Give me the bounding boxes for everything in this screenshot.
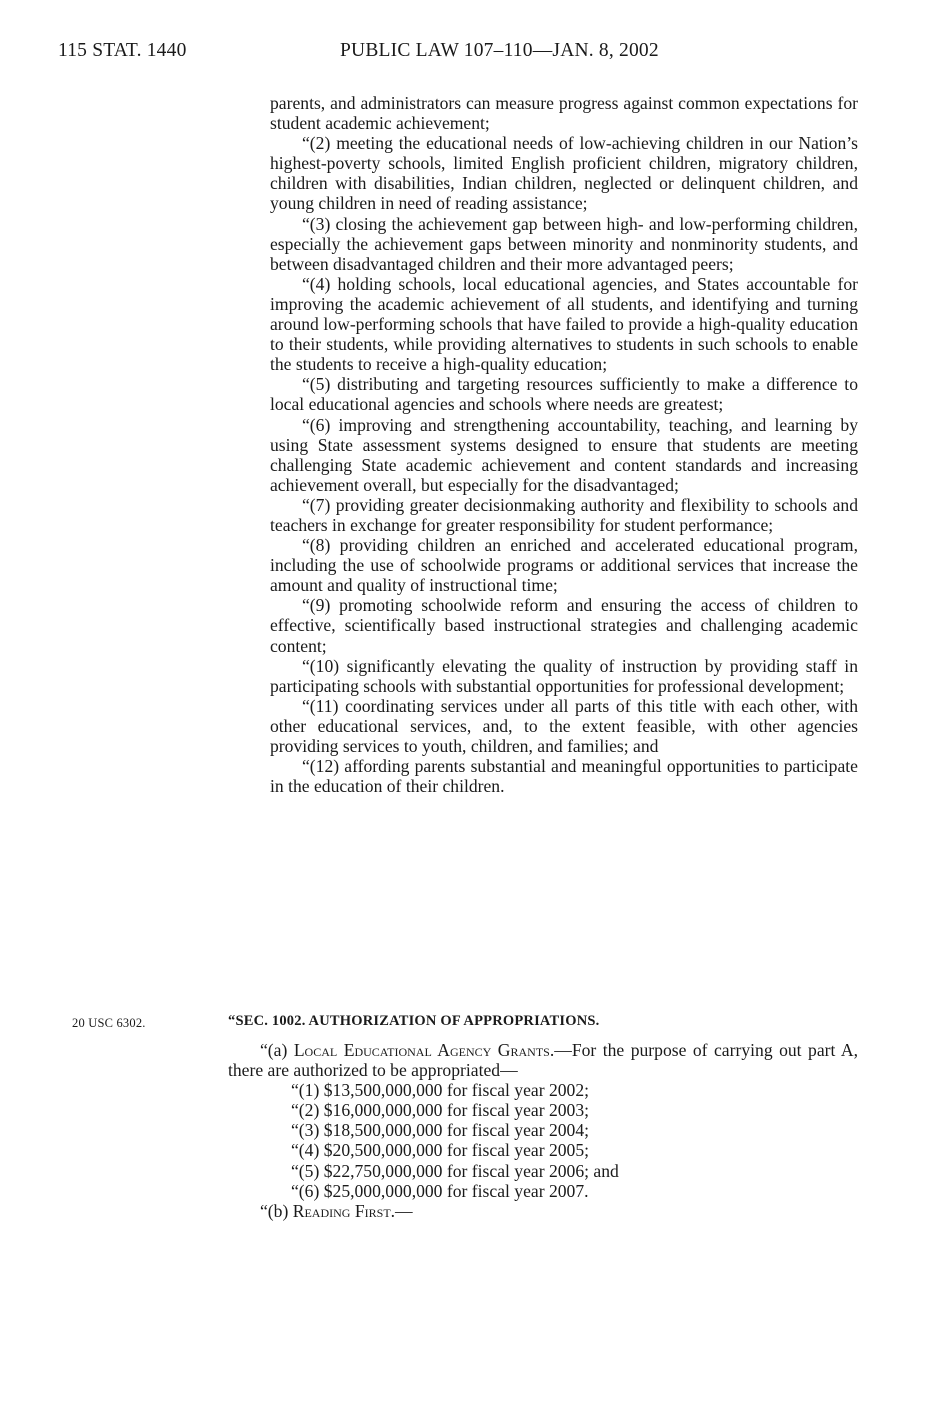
subsection-b-prefix: “(b) xyxy=(260,1200,293,1221)
appropriation-item: “(3) $18,500,000,000 for fiscal year 2004; xyxy=(291,1120,590,1141)
appropriation-item: “(2) $16,000,000,000 for fiscal year 2003; xyxy=(291,1100,590,1121)
paragraph-9: “(9) promoting schoolwide reform and ensuring the access of children to effective, scientifically based instructional strategies and challenging academic content; xyxy=(270,595,858,656)
subsection-b-text: .— xyxy=(390,1200,413,1221)
subsection-b xyxy=(228,1201,858,1221)
purpose-list xyxy=(270,93,858,796)
paragraph-11: “(11) coordinating services under all parts of this title with each other, with other educational services, and, to the extent feasible, with other agencies providing services to youth, children, and families; and xyxy=(270,695,858,756)
section-heading: “SEC. 1002. AUTHORIZATION OF APPROPRIATIONS. xyxy=(228,1013,600,1029)
appropriation-item: “(4) $20,500,000,000 for fiscal year 2005; xyxy=(291,1140,590,1161)
paragraph-8: “(8) providing children an enriched and accelerated educational program, including the use of schoolwide programs or additional services that increase the amount and quality of instructional time; xyxy=(270,535,858,596)
subsection-b-heading: Reading First xyxy=(292,1200,391,1221)
usc-margin-note: 20 USC 6302. xyxy=(72,1016,146,1030)
appropriation-item: “(1) $13,500,000,000 for fiscal year 2002; xyxy=(291,1080,590,1101)
paragraph-3: “(3) closing the achievement gap between high- and low-performing children, especially the achievement gaps between minority and nonminority students, and between disadvantaged children and their more advantaged peers; xyxy=(270,213,858,274)
paragraph-7: “(7) providing greater decisionmaking authority and flexibility to schools and teachers in exchange for greater responsibility for student performance; xyxy=(270,494,858,535)
paragraph-10: “(10) significantly elevating the quality of instruction by providing staff in participating schools with substantial opportunities for professional development; xyxy=(270,655,858,696)
appropriation-item: “(6) $25,000,000,000 for fiscal year 2007. xyxy=(291,1180,589,1201)
appropriations-list xyxy=(228,1080,858,1201)
paragraph-6: “(6) improving and strengthening accountability, teaching, and learning by using State assessment systems designed to ensure that students are meeting challenging State academic achievement and content standards and increasing achievement overall, but especially for the disadvantaged; xyxy=(270,414,858,495)
subsection-a-heading: Local Educational Agency Grants xyxy=(293,1040,550,1060)
stat-citation: 115 STAT. 1440 xyxy=(58,40,187,61)
paragraph-5: “(5) distributing and targeting resources sufficiently to make a difference to local educational agencies and schools where needs are greatest; xyxy=(270,374,858,415)
page-header xyxy=(58,40,888,70)
paragraph-12: “(12) affording parents substantial and meaningful opportunities to participate in the education of their children. xyxy=(270,756,858,797)
paragraph-4: “(4) holding schools, local educational agencies, and States accountable for improving the academic achievement of all students, and identifying and turning around low-performing schools that have failed to provide a high-quality education to their students, while providing alternatives to students in such schools to enable the students to receive a high-quality education; xyxy=(270,273,858,375)
appropriations-block xyxy=(228,1040,858,1221)
appropriation-item: “(5) $22,750,000,000 for fiscal year 2006; and xyxy=(291,1160,619,1181)
paragraph-continuation: parents, and administrators can measure progress against common expectations for student academic achievement; xyxy=(270,93,858,134)
paragraph-2: “(2) meeting the educational needs of low-achieving children in our Nation’s highest-poverty schools, limited English proficient children, migratory children, children with disabilities, Indian children, neglected or delinquent children, and young children in need of reading assistance; xyxy=(270,133,858,214)
law-title: PUBLIC LAW 107–110—JAN. 8, 2002 xyxy=(340,40,659,61)
subsection-a-prefix: “(a) xyxy=(260,1040,294,1060)
subsection-a xyxy=(228,1040,858,1080)
subsection-a-text: .—For the purpose of carrying out part A, there are authorized to be appropriated— xyxy=(228,1040,859,1081)
